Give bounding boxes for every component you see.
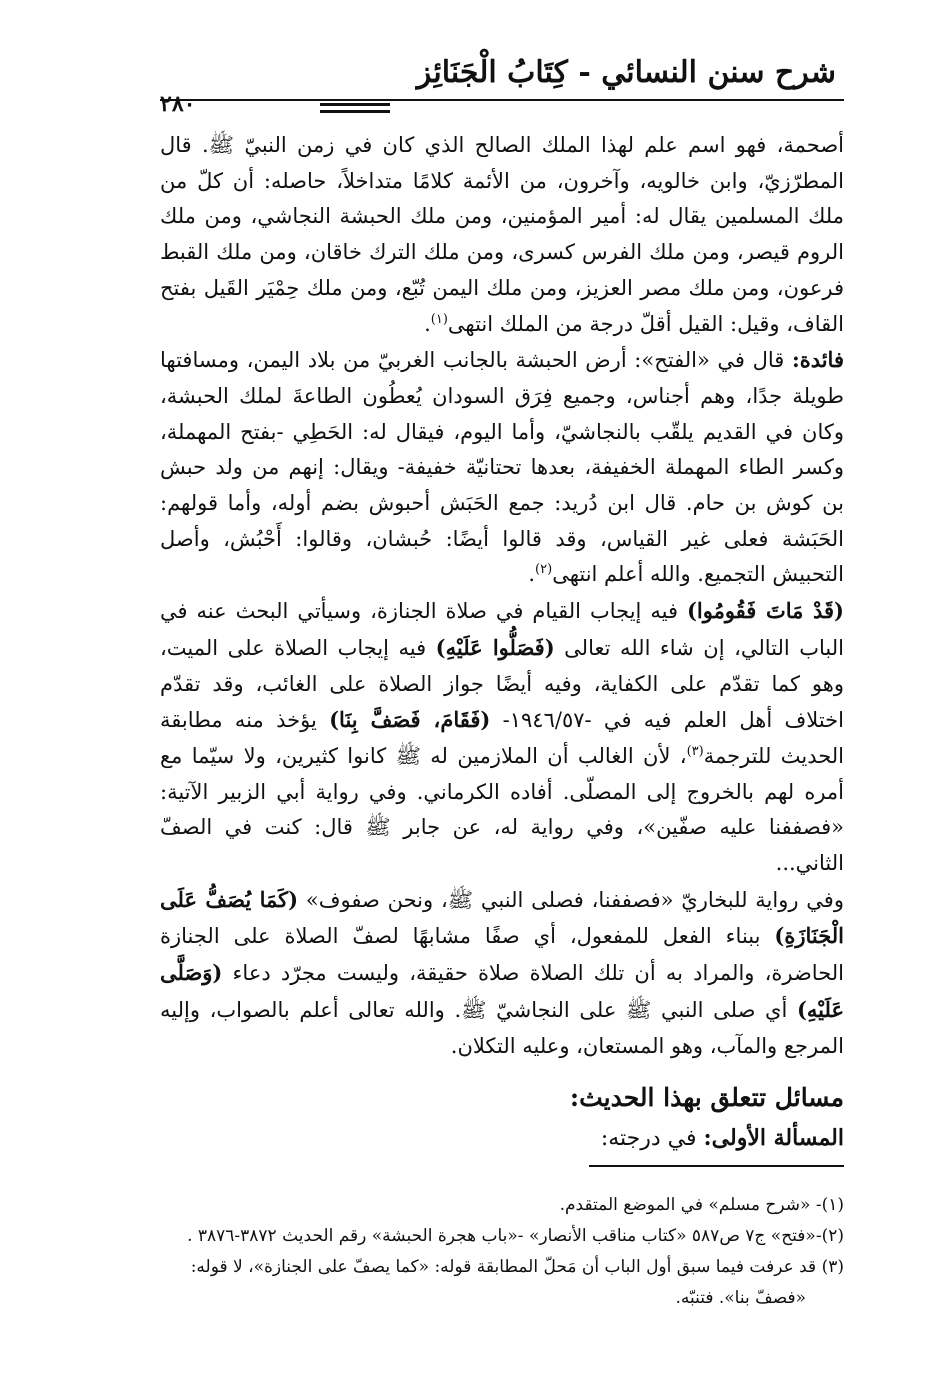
quote-1: (قَدْ مَاتَ فَقُومُوا) <box>686 598 844 624</box>
footnote-ref-3[interactable]: (٣) <box>686 743 704 759</box>
footnote-3: (٣) قد عرفت فيما سبق أول الباب أن مَحلّ المطابقة قوله: «كما يصفّ على الجنازة»، لا قوله: <box>190 1257 844 1277</box>
paragraph-2: فائدة: قال في «الفتح»: أرض الحبشة بالجانب الغربيّ من بلاد اليمن، ومسافتها طويلة جدًا، وهم أجناس، وجميع فِرَق السودان يُعطُون الطاعةَ لملك الحبشة، وكان في القديم يلقّب بالنجاشيّ، وأما اليوم، فيقال له: الحَطِي -بفتح المهملة، وكسر الطاء المهملة الخفيفة، بعدها تحتانيّة خفيفة- ويقال: إنهم من ولد حبش بن كوش بن حام. قال ابن دُريد: جمع الحَبَش أحبوش بضم أوله، وأما قولهم: الحَبَشة فعلى غير القياس، وقد قالوا أيضًا: حُبشان، وقالوا: أَحْبُش، وأصل التحبيش التجميع. والله أعلم انتهى$^{(٢)}$. <box>160 347 844 587</box>
section-heading: مسائل تتعلق بهذا الحديث: <box>569 1083 844 1113</box>
quote-5: (وَصَلَّى عَلَيْهِ) <box>160 960 844 1022</box>
main-text <box>160 128 844 1159</box>
page-header <box>160 55 844 115</box>
footnote-ref-1[interactable]: (١) <box>430 311 448 327</box>
page-number: ٢٨٠ <box>160 91 196 117</box>
quote-4: (كَمَا يُصَفُّ عَلَى الْجَنَازَةِ) <box>160 886 844 949</box>
footnote-1: (١)- «شرح مسلم» في الموضع المتقدم. <box>559 1195 844 1215</box>
page-number-ornament <box>320 103 390 117</box>
footnote-ref-2[interactable]: (٢) <box>535 562 553 578</box>
footnote-2: (٢)-«فتح» ج٧ ص٥٨٧ «كتاب مناقب الأنصار» -«باب هجرة الحبشة» رقم الحديث ٣٨٧٢-٣٨٧٦ . <box>187 1226 844 1246</box>
running-title: شرح سنن النسائي - كِتَابُ الْجَنَائِز <box>416 55 836 90</box>
benefit-label: فائدة: <box>791 347 844 373</box>
issue-label: المسألة الأولى: <box>703 1125 844 1152</box>
issue-line: المسألة الأولى: في درجته: <box>600 1125 844 1152</box>
footnote-divider <box>589 1165 844 1167</box>
paragraph-3: (قَدْ مَاتَ فَقُومُوا) فيه إيجاب القيام في صلاة الجنازة، وسيأتي البحث عنه في الباب التالي، إن شاء الله تعالى (فَصَلُّوا عَلَيْهِ) فيه إيجاب الصلاة على الميت، وهو كما تقدّم على الكفاية، وفيه أيضًا جواز الصلاة على الغائب، وقد تقدّم اختلاف أهل العلم فيه في -١٩٤٦/٥٧- (فَقَامَ، فَصَفَّ بِنَا) يؤخذ منه مطابقة الحديث للترجمة$^{(٣)}$، لأن الغالب أن الملازمين له ﷺ كانوا كثيرين، ولا سيّما مع أمره لهم بالخروج إلى المصلّى. أفاده الكرماني. وفي رواية أبي الزبير الآتية: «فصففنا عليه صفّين»، وفي رواية له، عن جابر ﷺ قال: كنت في الصفّ الثاني... <box>160 598 845 876</box>
paragraph-4: وفي رواية للبخاريّ «فصففنا، فصلى النبي ﷺ، ونحن صفوف» (كَمَا يُصَفُّ عَلَى الْجَنَازَةِ) ببناء الفعل للمفعول، أي صفًا مشابهًا لصفّ الصلاة على الجنازة الحاضرة، والمراد به أن تلك الصلاة صلاة حقيقة، وليست مجرّد دعاء (وَصَلَّى عَلَيْهِ) أي صلى النبي ﷺ على النجاشيّ ﷺ. والله تعالى أعلم بالصواب، وإليه المرجع والمآب، وهو المستعان، وعليه التكلان. <box>160 886 844 1058</box>
footnote-3-continued: «فصفّ بنا». فتنبّه. <box>675 1288 806 1308</box>
quote-2: (فَصَلُّوا عَلَيْهِ) <box>435 634 555 660</box>
quote-3: (فَقَامَ، فَصَفَّ بِنَا) <box>329 707 491 733</box>
paragraph-1: أصحمة، فهو اسم علم لهذا الملك الصالح الذي كان في زمن النبيّ ﷺ. قال المطرّزيّ، وابن خالويه، وآخرون، من الأئمة كلامًا متداخلاً، حاصله: أن كلّ من ملك المسلمين يقال له: أمير المؤمنين، ومن ملك الحبشة النجاشي، ومن ملك الروم قيصر، ومن ملك الفرس كسرى، ومن ملك الترك خاقان، ومن ملك القبط فرعون، ومن ملك مصر العزيز، ومن ملك اليمن تُبّع، ومن ملك حِمْيَر القَيل بفتح القاف، وقيل: القيل أقلّ درجة من الملك انتهى$^{(١)}$. <box>160 133 844 336</box>
footnotes <box>160 1190 844 1314</box>
